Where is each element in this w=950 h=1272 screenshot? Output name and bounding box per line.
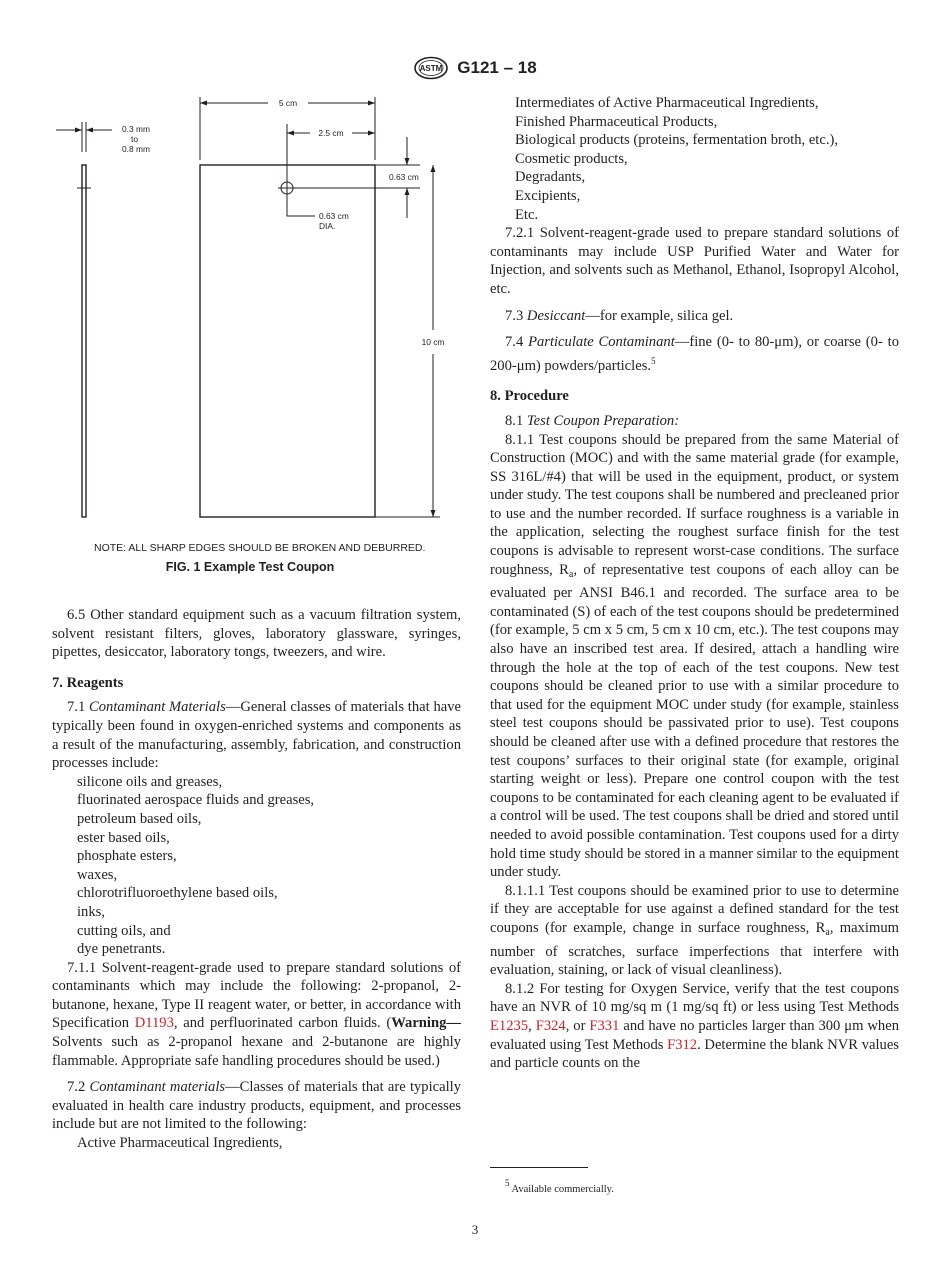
standard-designation: G121 – 18 (457, 58, 537, 77)
section-8-heading: 8. Procedure (490, 388, 569, 405)
page-number: 3 (471, 1222, 479, 1237)
label-thickness-3: 0.8 mm (122, 144, 150, 154)
health-care-list (490, 94, 899, 224)
para-6-5: 6.5 Other standard equipment such as a vacuum filtration system, solvent resistant filters, gloves, laboratory glassware, syringes, pipettes, desiccator, laboratory tongs, tweezers, and wire. (52, 607, 461, 661)
arrow (200, 101, 207, 106)
arrow (405, 158, 410, 165)
para-8-1-1-1: 8.1.1.1 Test coupons should be examined prior to use to determine if they are acceptable for use against a defined standard for the test coupons (for example, change in surface roughness, $R_a$, maximum number of scratches, surface imperfections that interfere with evaluation, staining, or lack of visual cleanliness). (490, 882, 899, 979)
label-dia-1: 0.63 cm (319, 211, 349, 221)
footnote: 5 Available commercially. (505, 1178, 614, 1195)
para-7-2: 7.2 Contaminant materials—Classes of materials that are typically evaluated in health care industry products, equipment, and processes include but are not limited to the following: (52, 1079, 462, 1133)
list-item: waxes, (77, 866, 118, 883)
para-7-4: 7.4 Particulate Contaminant—fine (0- to 80-μm), or coarse (0- to 200-μm) powders/particles.$^5$ (490, 334, 899, 374)
list-item: inks, (77, 903, 105, 920)
ref-f312[interactable]: F312 (667, 1036, 698, 1053)
para-7-2-1: 7.2.1 Solvent-reagent-grade used to prepare standard solutions of contaminants may include USP Purified Water and Water for Injection, and solvents such as Methanol, Ethanol, Isopropyl Alcohol, etc. (490, 225, 899, 297)
dia-leader (287, 195, 315, 216)
para-7-3: 7.3 Desiccant—for example, silica gel. (505, 307, 734, 324)
list-item: cutting oils, and (77, 922, 171, 939)
label-10cm: 10 cm (421, 337, 445, 347)
arrow (431, 510, 436, 517)
list-item: phosphate esters, (77, 848, 177, 865)
list-item: silicone oils and greases, (77, 773, 223, 790)
arrow (287, 131, 294, 136)
label-thickness-1: 0.3 mm (122, 124, 150, 134)
right-column (490, 94, 899, 1073)
arrow (75, 128, 82, 133)
footnote-rule (490, 1167, 588, 1168)
ref-e1235[interactable]: E1235 (490, 1017, 529, 1034)
list-item: Excipients, (515, 187, 581, 204)
arrow (368, 101, 375, 106)
health-care-list-start (52, 1134, 461, 1153)
ref-d1193[interactable]: D1193 (134, 1015, 174, 1032)
arrow (368, 131, 375, 136)
test-coupon-figure (40, 92, 470, 532)
list-item: Finished Pharmaceutical Products, (515, 113, 718, 130)
contaminant-list (52, 773, 461, 959)
list-item: petroleum based oils, (77, 810, 202, 827)
label-thickness-2: to (131, 134, 138, 144)
ref-f331[interactable]: F331 (589, 1017, 620, 1034)
logo-text: ASTM (419, 64, 443, 73)
label-2-5cm: 2.5 cm (318, 128, 344, 138)
para-8-1: 8.1 Test Coupon Preparation: (505, 412, 680, 429)
label-offset: 0.63 cm (389, 172, 419, 182)
list-item: ester based oils, (77, 829, 170, 846)
left-column (52, 606, 461, 1153)
arrow (86, 128, 93, 133)
page-header (0, 56, 950, 80)
list-item: Cosmetic products, (515, 150, 628, 167)
list-item: Etc. (515, 206, 539, 223)
ref-f324[interactable]: F324 (535, 1017, 566, 1034)
coupon-side-view (82, 165, 86, 517)
arrow (405, 188, 410, 195)
list-item: dye penetrants. (77, 941, 166, 958)
figure-note: NOTE: ALL SHARP EDGES SHOULD BE BROKEN AND DEBURRED. (94, 542, 426, 554)
astm-logo (413, 56, 449, 80)
label-dia-2: DIA. (319, 221, 336, 231)
para-7-1: 7.1 Contaminant Materials—General classes of materials that have typically been found in oxygen-enriched systems and components as a result of the manufacturing, assembly, fabrication, and construction processes include: (52, 699, 462, 772)
list-item: Intermediates of Active Pharmaceutical Ingredients, (515, 95, 819, 111)
section-7-heading: 7. Reagents (52, 674, 124, 691)
list-item: chlorotrifluoroethylene based oils, (77, 885, 278, 902)
para-8-1-1: 8.1.1 Test coupons should be prepared from the same Material of Construction (MOC) and with the same material grade (for example, SS 316L/#4) that will be used in the equipment, product, or system under study. The test coupons shall be numbered and precleaned prior to use and the number recorded. If surface roughness is a variable in the application, selecting the roughest surface finish for the test coupons is advisable to represent worst-case conditions. The surface roughness, $R_a$, of representative test coupons of each alloy can be evaluated per ANSI B46.1 and recorded. The surface area to be contaminated (S) of each of the test coupons should be predetermined (for example, 5 cm x 5 cm, 5 cm x 10 cm, etc.). The test coupons may also have an inscribed test area. If desired, attach a handling wire through the hole at the top of each of the test coupons. New test coupons should be cleaned prior to use with a similar procedure to that used for the equipment MOC under study (for example, stainless steel test coupons should be passivated prior to use). Test coupons should be cleaned after use with a defined procedure that restores the test coupons’ surfaces to their original state (for example, original starting weight or less). Prepare one control coupon with the test coupons to be contaminated for each cleaning agent to be evaluated if a control will be used. The test coupons shall be dried and stored until needed to avoid possible contamination. Test coupons used for a dirty hold time study should be stored in a manner similar to the equipment under study. (490, 431, 899, 881)
list-item: fluorinated aerospace fluids and greases, (77, 792, 315, 809)
figure-caption: FIG. 1 Example Test Coupon (165, 560, 335, 574)
label-5cm: 5 cm (278, 98, 298, 108)
list-item: Active Pharmaceutical Ingredients, (77, 1135, 283, 1152)
arrow (431, 165, 436, 172)
list-item: Biological products (proteins, fermentation broth, etc.), (515, 132, 839, 149)
list-item: Degradants, (515, 169, 586, 186)
footnote-ref: 5 (651, 355, 656, 366)
para-8-1-2: 8.1.2 For testing for Oxygen Service, verify that the test coupons have an NVR of 10 mg/sq m (1 mg/sq ft) or less using Test Methods E1235, F324, or F331 and have no particles larger than 300 μm when evaluated using Test Methods F312. Determine the blank NVR values and particle counts on the (490, 980, 900, 1072)
para-7-1-1: 7.1.1 Solvent-reagent-grade used to prepare standard solutions of contaminants which may include the following: 2-propanol, 2-butanone, hexane, Type II reagent water, or better, in accordance with Specification D1193, and perfluorinated carbon fluids. (Warning—Solvents such as 2-propanol hexane and 2-butanone are highly flammable. Appropriate safe handling procedures should be used.) (52, 959, 461, 1069)
